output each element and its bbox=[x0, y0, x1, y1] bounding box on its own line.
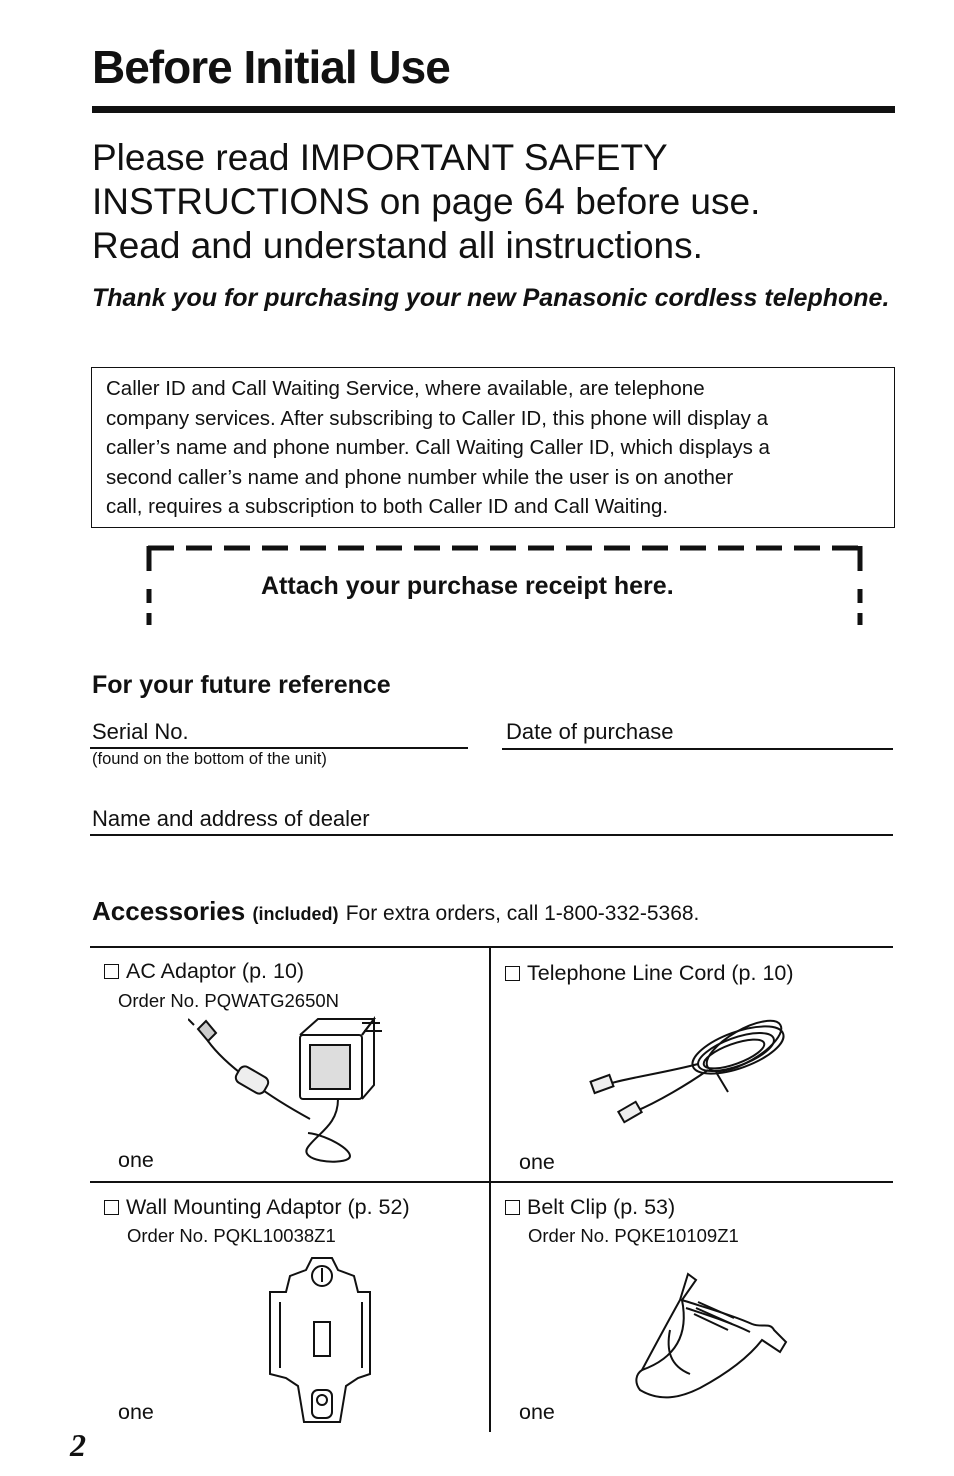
caller-id-notice bbox=[91, 367, 895, 528]
intro-line: Read and understand all instructions. bbox=[92, 225, 703, 266]
serial-line bbox=[90, 747, 468, 749]
date-line bbox=[502, 748, 893, 750]
belt-clip-title bbox=[505, 1195, 675, 1220]
serial-label: Serial No. bbox=[92, 719, 189, 744]
item-title: AC Adaptor (p. 10) bbox=[126, 959, 305, 983]
serial-note: (found on the bottom of the unit) bbox=[92, 750, 327, 768]
wall-mount-order: Order No. PQKL10038Z1 bbox=[127, 1225, 336, 1246]
notice-line: call, requires a subscription to both Caller ID and Call Waiting. bbox=[106, 495, 669, 518]
checkbox-icon bbox=[104, 964, 119, 979]
item-title: Belt Clip (p. 53) bbox=[527, 1195, 676, 1219]
receipt-area bbox=[146, 541, 866, 627]
date-label: Date of purchase bbox=[506, 719, 674, 744]
line-cord-qty: one bbox=[519, 1150, 555, 1174]
thank-you-text: Thank you for purchasing your new Panasonic cordless telephone. bbox=[92, 284, 890, 312]
notice-line: company services. After subscribing to Caller ID, this phone will display a bbox=[106, 406, 768, 430]
belt-clip-qty: one bbox=[519, 1400, 555, 1424]
belt-clip-order: Order No. PQKE10109Z1 bbox=[528, 1225, 739, 1246]
line-cord-icon bbox=[588, 1012, 798, 1132]
line-cord-title bbox=[505, 961, 794, 986]
notice-line: second caller’s name and phone number while the user is on another bbox=[106, 465, 734, 489]
grid-middle-rule bbox=[90, 1181, 893, 1183]
intro-line: INSTRUCTIONS on page 64 before use. bbox=[92, 181, 761, 222]
title-rule bbox=[92, 106, 895, 113]
intro-line: Please read IMPORTANT SAFETY bbox=[92, 137, 668, 178]
accessories-heading bbox=[92, 896, 699, 927]
accessories-included: (included) bbox=[252, 904, 339, 924]
wall-mount-qty: one bbox=[118, 1400, 154, 1424]
page-title: Before Initial Use bbox=[92, 41, 450, 93]
accessories-order-phone: For extra orders, call 1-800-332-5368. bbox=[345, 902, 700, 925]
grid-top-rule bbox=[90, 946, 893, 948]
ac-adaptor-qty: one bbox=[118, 1148, 154, 1172]
grid-divider bbox=[489, 946, 491, 1432]
checkbox-icon bbox=[505, 966, 520, 981]
notice-line: caller’s name and phone number. Call Waiting Caller ID, which displays a bbox=[106, 436, 770, 459]
item-title: Telephone Line Cord (p. 10) bbox=[527, 961, 794, 985]
checkbox-icon bbox=[505, 1200, 520, 1215]
dealer-line bbox=[90, 834, 893, 836]
notice-line: Caller ID and Call Waiting Service, where available, are telephone bbox=[106, 377, 705, 400]
wall-mount-title bbox=[104, 1195, 410, 1220]
checkbox-icon bbox=[104, 1200, 119, 1215]
safety-intro bbox=[92, 136, 892, 268]
page-number: 2 bbox=[70, 1427, 86, 1463]
ac-adaptor-icon bbox=[188, 1015, 388, 1175]
ac-adaptor-title bbox=[104, 959, 304, 984]
item-title: Wall Mounting Adaptor (p. 52) bbox=[126, 1195, 410, 1219]
belt-clip-icon bbox=[630, 1270, 790, 1406]
receipt-label: Attach your purchase receipt here. bbox=[261, 572, 674, 600]
reference-heading: For your future reference bbox=[92, 671, 391, 699]
wall-mount-icon bbox=[266, 1256, 376, 1424]
ac-adaptor-order: Order No. PQWATG2650N bbox=[118, 990, 340, 1011]
dealer-label: Name and address of dealer bbox=[92, 806, 370, 831]
accessories-title: Accessories bbox=[92, 896, 246, 926]
